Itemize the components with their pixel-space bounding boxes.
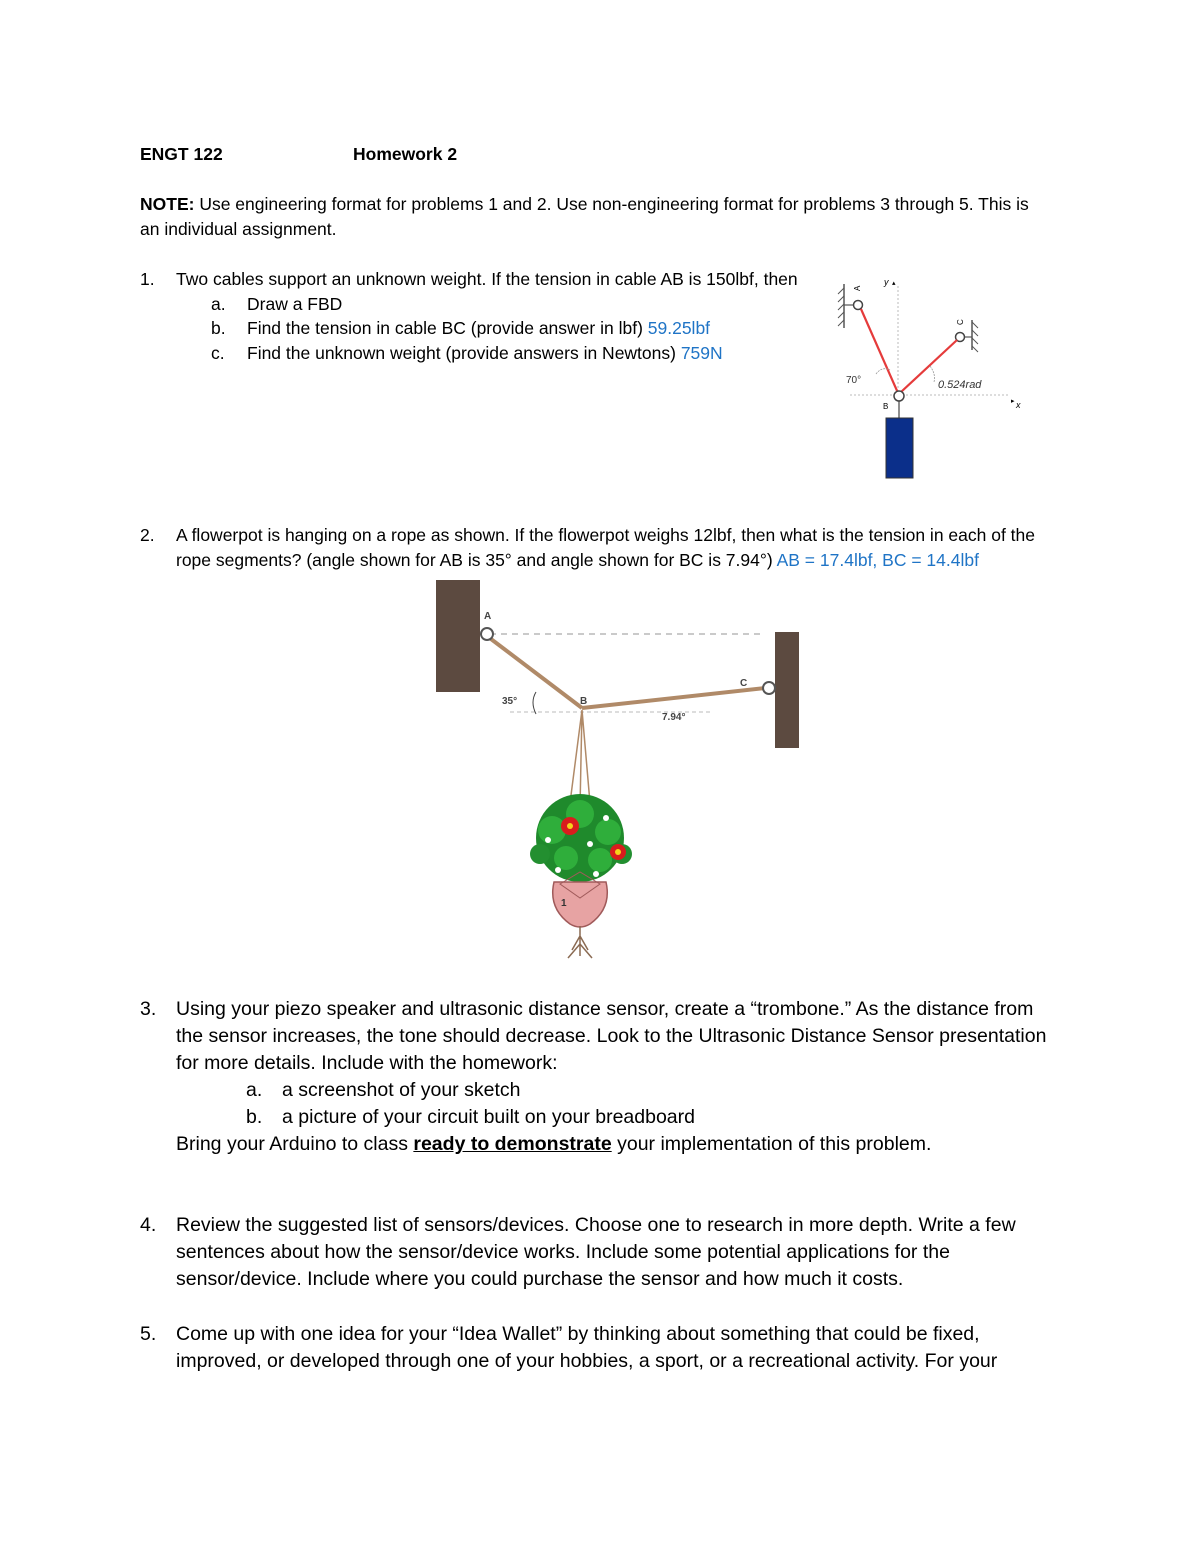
note-label: NOTE:: [140, 194, 195, 214]
label-c: C: [740, 678, 748, 689]
problem-1b-answer: 59.25lbf: [647, 318, 711, 338]
pin-c: [763, 682, 775, 694]
pin-a: [854, 301, 863, 310]
problem-2-answer: AB = 17.4lbf, BC = 14.4lbf: [776, 550, 979, 570]
figure-1-cables-diagram: [830, 270, 1040, 485]
flower-foliage: [530, 794, 632, 882]
angle-0524rad: 0.524rad: [938, 379, 982, 391]
problem-2-line-2: [176, 550, 979, 571]
svg-text:▸: ▸: [1011, 398, 1015, 405]
angle-794: 7.94°: [662, 712, 686, 723]
problem-3-line-2: the sensor increases, the tone should decrease. Look to the Ultrasonic Distance Sensor presentation: [176, 1025, 1047, 1047]
wall-a-hatch: [838, 288, 844, 326]
problem-3-number: 3.: [140, 998, 157, 1020]
problem-5-line-2: improved, or developed through one of your hobbies, a sport, or a recreational activity. For your: [176, 1350, 998, 1372]
problem-5-line-1: Come up with one idea for your “Idea Wallet” by thinking about something that could be fixed,: [176, 1323, 980, 1345]
problem-5-number: 5.: [140, 1323, 157, 1345]
problem-2-number: 2.: [140, 525, 155, 545]
problem-4-number: 4.: [140, 1214, 157, 1236]
problem-3a-text: a screenshot of your sketch: [282, 1079, 521, 1101]
problem-1a-text: Draw a FBD: [247, 294, 343, 314]
label-b: B: [580, 696, 588, 707]
label-c: C: [956, 319, 965, 325]
problem-3-line-1: Using your piezo speaker and ultrasonic distance sensor, create a “trombone.” As the distance from: [176, 998, 1034, 1020]
problem-3b-letter: b.: [246, 1106, 263, 1128]
pin-a: [481, 628, 493, 640]
problem-1b-letter: b.: [211, 318, 226, 338]
problem-3a-letter: a.: [246, 1079, 263, 1101]
problem-1-number: 1.: [140, 269, 155, 289]
hanger-strings: [570, 710, 590, 808]
rope-bc: [582, 688, 765, 708]
note-line-1: [140, 194, 1029, 215]
problem-4-line-2: sentences about how the sensor/device works. Include some potential applications for the: [176, 1241, 950, 1263]
note-text-1: Use engineering format for problems 1 and 2. Use non-engineering format for problems 3 through 5. This is: [194, 194, 1029, 214]
roots: [568, 926, 592, 958]
problem-3-closing: [176, 1133, 931, 1156]
wall-c: [775, 632, 799, 748]
axis-x-label: x: [1016, 400, 1021, 410]
figure-2-flowerpot-diagram: [430, 578, 810, 970]
problem-4-line-1: Review the suggested list of sensors/devices. Choose one to research in more depth. Write a few: [176, 1214, 1016, 1236]
problem-1a-letter: a.: [211, 294, 226, 314]
problem-3b-text: a picture of your circuit built on your breadboard: [282, 1106, 695, 1128]
wall-a: [436, 580, 480, 692]
problem-1-text: Two cables support an unknown weight. If the tension in cable AB is 150lbf, then: [176, 269, 798, 289]
problem-1b-text: Find the tension in cable BC (provide answer in lbf): [247, 318, 648, 338]
problem-1c-line: [247, 343, 723, 364]
svg-text:▴: ▴: [892, 280, 896, 287]
course-code: ENGT 122: [140, 144, 223, 164]
problem-3-closing-post: your implementation of this problem.: [611, 1133, 932, 1155]
note-line-2: an individual assignment.: [140, 219, 337, 239]
label-b: B: [883, 402, 889, 411]
problem-1c-answer: 759N: [680, 343, 723, 363]
label-a: A: [484, 611, 492, 622]
problem-3-line-3: for more details. Include with the homework:: [176, 1052, 558, 1074]
angle-70: 70°: [846, 375, 862, 386]
problem-1c-letter: c.: [211, 343, 225, 363]
cable-ab: [861, 309, 898, 393]
axis-y-label: y: [884, 277, 889, 287]
problem-2-text: rope segments? (angle shown for AB is 35° and angle shown for BC is 7.94°): [176, 550, 777, 570]
angle-35: 35°: [502, 696, 518, 707]
label-a: A: [853, 285, 862, 291]
unknown-weight: [886, 418, 913, 478]
pot-number: 1: [561, 898, 567, 909]
problem-2-line-1: A flowerpot is hanging on a rope as shown. If the flowerpot weighs 12lbf, then what is the tension in each of the: [176, 525, 1036, 545]
problem-3-closing-emphasis: ready to demonstrate: [413, 1133, 612, 1155]
problem-1c-text: Find the unknown weight (provide answers in Newtons): [247, 343, 681, 363]
assignment-title: Homework 2: [353, 144, 458, 164]
pin-b: [894, 391, 904, 401]
problem-4-line-3: sensor/device. Include where you could purchase the sensor and how much it costs.: [176, 1268, 904, 1290]
problem-3-closing-pre: Bring your Arduino to class: [176, 1133, 414, 1155]
problem-1b-line: [247, 318, 710, 339]
